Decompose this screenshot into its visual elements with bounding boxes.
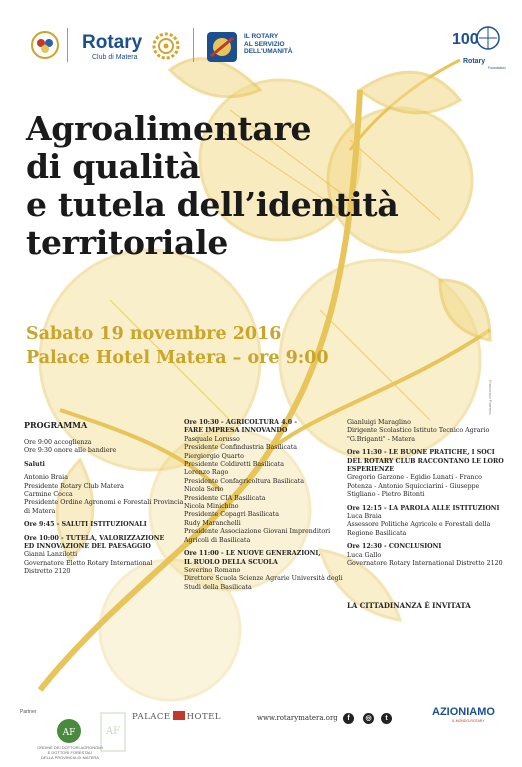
program-line: Presidente Rotary Club Matera — [24, 482, 124, 490]
illustration-credit: Francesco Palermo — [488, 380, 493, 415]
palace-left: PALACE — [132, 712, 171, 722]
program-line: DEL ROTARY CLUB RACCONTANO LE LORO — [347, 457, 504, 465]
footer — [0, 700, 522, 767]
program-line: Direttore Scuola Scienze Agrarie Università degli — [184, 575, 343, 583]
program-heading: PROGRAMMA — [24, 420, 88, 430]
program-line: Ore 11:30 - LE BUONE PRATICHE, I SOCI — [347, 449, 495, 457]
program-line: "G.Briganti" - Matera — [347, 435, 415, 443]
header-divider — [67, 28, 68, 62]
event-location: Palace Hotel Matera – ore 9:00 — [26, 348, 329, 368]
program-line: Distretto 2120 — [24, 568, 71, 576]
program-line: Piergiorgio Quarto — [184, 452, 244, 460]
title-line-3: e tutela dell’identità — [26, 185, 399, 224]
program-line: Severino Romano — [184, 566, 241, 574]
palace-hotel-mark-icon — [173, 711, 185, 720]
website-link[interactable]: www.rotarymatera.org — [257, 714, 338, 722]
program-line: Rudy Maranchelli — [184, 519, 241, 527]
rotary-club: Club di Matera — [92, 54, 138, 61]
program-line: Gianluigi Maraglino — [347, 419, 411, 426]
ordine-agronomi-logo — [40, 718, 98, 744]
program-line: Assessore Politiche Agricole e Forestali della — [347, 521, 491, 529]
program-line: di Matera — [24, 507, 56, 515]
palace-hotel-logo — [132, 711, 221, 722]
event-date: Sabato 19 novembre 2016 — [26, 324, 282, 344]
program-line: Ore 9:30 onore alle bandiere — [24, 447, 117, 455]
program-line: Agricoli di Basilicata — [184, 536, 251, 544]
program-line: ED INNOVAZIONE DEL PAESAGGIO — [24, 543, 151, 551]
program-line: Ore 10:30 - AGRICOLTURA 4.0 - — [184, 419, 297, 426]
partner-label: Partner — [20, 709, 37, 715]
header-divider-2 — [193, 28, 194, 62]
program-line: Presidente Ordine Agronomi e Forestali Provincia — [24, 499, 184, 507]
program-line: Lorenzo Rago — [184, 469, 229, 477]
rotary-wheel-icon — [152, 32, 180, 60]
program-line: Ore 9:00 accoglienza — [24, 439, 92, 446]
azioniamo-logo: AZIONIAMO — [432, 706, 495, 718]
foundation-sub: Foundation — [488, 66, 506, 70]
program-line: Ore 9:45 - SALUTI ISTITUZIONALI — [24, 521, 147, 529]
ordine-agronomi-text — [30, 745, 110, 760]
foundation-name: Rotary — [463, 58, 486, 65]
program-line: Stigliano - Pietro Bitonti — [347, 491, 425, 499]
title-line-4: territoriale — [26, 223, 229, 262]
program-line: Pasquale Lorusso — [184, 435, 240, 443]
program-line: Potenza - Antonio Squicciarini - Giuseppe — [347, 482, 480, 490]
program-column-2 — [184, 419, 344, 592]
event-title — [26, 110, 496, 262]
motto-line-3: DELL'UMANITÀ — [244, 48, 293, 55]
ordine-line-2: E DOTTORI FORESTALI — [47, 750, 93, 755]
rotary-name: Rotary — [82, 32, 143, 53]
program-line: Governatore Rotary International Distretto 2120 — [347, 560, 503, 568]
instagram-icon[interactable]: ◎ — [363, 713, 374, 724]
header-logos — [0, 0, 522, 85]
program-line: Nicola Minichino — [184, 503, 239, 511]
twitter-icon[interactable]: t — [381, 713, 392, 724]
service-theme-icon — [205, 30, 239, 64]
program-column-3 — [347, 419, 507, 569]
facebook-icon[interactable]: f — [343, 713, 354, 724]
event-date-location — [26, 322, 329, 370]
program-line: Ore 11:00 - LE NUOVE GENERAZIONI, — [184, 550, 321, 558]
program-column-1 — [24, 439, 184, 577]
ordine-line-3: DELLA PROVINCIA DI MATERA — [41, 755, 99, 760]
program-line: Ore 12:30 - CONCLUSIONI — [347, 543, 442, 551]
svg-text:AF: AF — [62, 728, 76, 738]
program-line: Saluti — [24, 460, 45, 468]
program-line: Presidente Coldiretti Basilicata — [184, 461, 284, 469]
program-line: Gregorio Garzone - Egidio Lunati - Franco — [347, 474, 482, 482]
invitation-text: LA CITTADINANZA È INVITATA — [347, 601, 471, 610]
motto-line-2: AL SERVIZIO — [244, 40, 285, 48]
program-line: Luca Braia — [347, 513, 382, 521]
title-line-1: Agroalimentare — [26, 109, 312, 148]
program-line: Regione Basilicata — [347, 529, 407, 537]
azioniamo-sub: IL MONDO-ROTARY — [452, 719, 485, 723]
program-line: Studi della Basilicata — [184, 583, 252, 591]
program-line: FARE IMPRESA INNOVANDO — [184, 427, 288, 435]
program-line: Carmine Cocca — [24, 491, 73, 499]
service-motto — [244, 33, 292, 56]
program-line: Ore 12:15 - LA PAROLA ALLE ISTITUZIONI — [347, 504, 500, 512]
program-line: Presidente Associazione Giovani Imprenditori — [184, 528, 331, 536]
program-line: Antonio Braia — [24, 474, 68, 482]
program-line: Nicola Serio — [184, 486, 224, 494]
program-line: Luca Gallo — [347, 551, 382, 559]
program-line: Dirigente Scolastico Istituto Tecnico Agrario — [347, 427, 490, 435]
club-emblem-icon — [30, 30, 60, 60]
ordine-line-1: ORDINE DEI DOTTORI AGRONOMI — [37, 745, 103, 750]
palace-right: HOTEL — [186, 712, 221, 722]
program-line: Ore 10:00 - TUTELA, VALORIZZAZIONE — [24, 534, 165, 542]
program-line: Presidente CIA Basilicata — [184, 494, 266, 502]
title-line-2: di qualità — [26, 147, 201, 186]
program-line: Presidente Confagricoltura Basilicata — [184, 477, 304, 485]
program-line: Presidente Confindustria Basilicata — [184, 444, 298, 452]
program-line: IL RUOLO DELLA SCUOLA — [184, 558, 278, 566]
svg-text:AF: AF — [105, 726, 121, 737]
program-line: ESPERIENZE — [347, 466, 395, 474]
motto-line-1: IL ROTARY — [244, 33, 279, 40]
program-line: Gianni Lanzilotti — [24, 551, 78, 559]
foundation-years: 100 — [452, 31, 479, 48]
program-line: Governatore Eletto Rotary International — [24, 559, 153, 567]
program-line: Presidente Copagri Basilicata — [184, 511, 279, 519]
